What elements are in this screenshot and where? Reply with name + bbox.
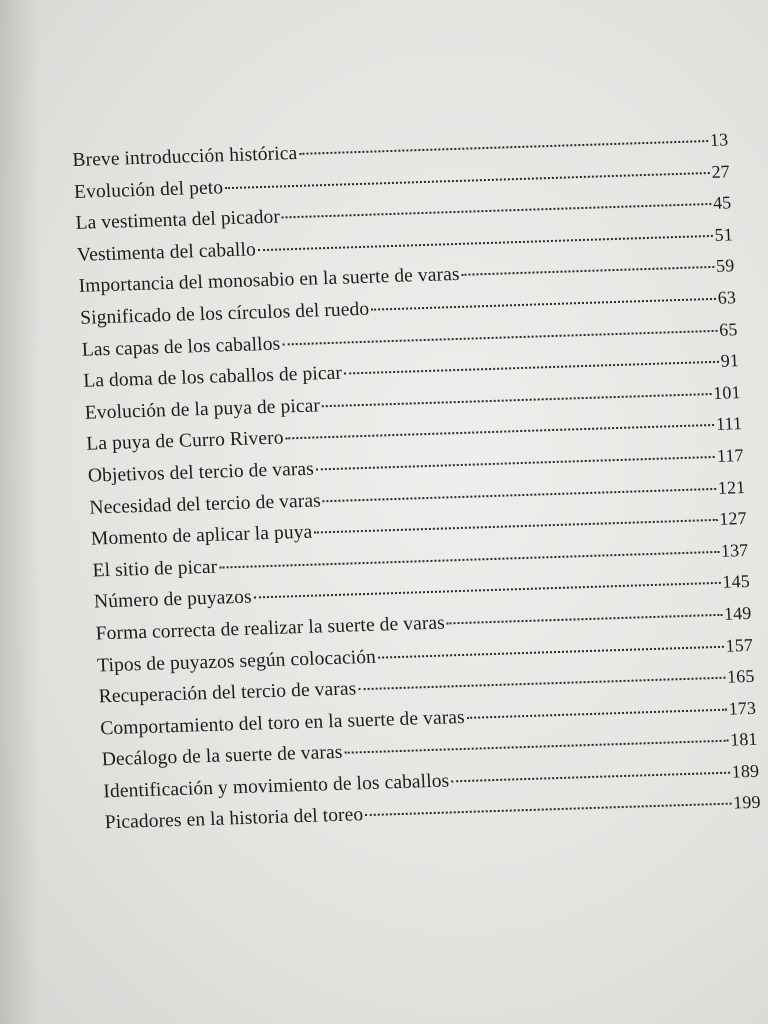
dot-leader bbox=[314, 519, 717, 534]
dot-leader bbox=[344, 361, 719, 375]
table-of-contents bbox=[72, 129, 762, 844]
toc-entry-title: Picadores en la historia del toreo bbox=[104, 804, 364, 834]
dot-leader bbox=[282, 203, 711, 218]
toc-entry-page: 63 bbox=[717, 287, 737, 308]
toc-entry-title: Vestimenta del caballo bbox=[76, 239, 257, 266]
toc-entry-title: Breve introducción histórica bbox=[72, 142, 298, 171]
toc-entry-page: 59 bbox=[715, 255, 735, 277]
toc-entry-page: 45 bbox=[712, 192, 732, 214]
toc-entry-page: 13 bbox=[709, 129, 729, 150]
dot-leader bbox=[258, 235, 713, 251]
toc-entry-page: 157 bbox=[725, 634, 754, 656]
dot-leader bbox=[344, 740, 728, 754]
dot-leader bbox=[447, 614, 722, 625]
dot-leader bbox=[323, 487, 716, 501]
dot-leader bbox=[225, 172, 710, 189]
toc-entry-title: La vestimenta del picador bbox=[75, 206, 281, 235]
toc-entry-title: Las capas de los caballos bbox=[81, 333, 281, 361]
toc-entry-title: Significado de los círculos del ruedo bbox=[79, 298, 370, 329]
toc-entry-page: 111 bbox=[715, 413, 743, 435]
toc-entry-page: 199 bbox=[732, 792, 762, 814]
toc-entry-title: Recuperación del tercio de varas bbox=[98, 678, 357, 708]
toc-entry-title: La puya de Curro Rivero bbox=[85, 427, 285, 456]
dot-leader bbox=[462, 266, 715, 276]
toc-entry-title: Decálogo de la suerte de varas bbox=[101, 742, 343, 771]
toc-entry-title: El sitio de picar bbox=[92, 556, 218, 582]
toc-entry-page: 117 bbox=[716, 445, 745, 466]
toc-entry-title: Necesidad del tercio de varas bbox=[88, 489, 322, 519]
toc-entry-title: Tipos de puyazos según colocación bbox=[96, 646, 377, 676]
toc-entry-title: Importancia del monosabio en la suerte de varas bbox=[78, 264, 461, 298]
dot-leader bbox=[378, 645, 724, 658]
dot-leader bbox=[451, 772, 730, 783]
dot-leader bbox=[286, 424, 715, 439]
toc-entry-page: 149 bbox=[723, 602, 752, 624]
dot-leader bbox=[371, 298, 716, 311]
dot-leader bbox=[358, 677, 725, 691]
toc-entry-title: Evolución de la puya de picar bbox=[84, 395, 321, 424]
dot-leader bbox=[254, 582, 721, 599]
toc-entry-page: 127 bbox=[718, 508, 748, 529]
toc-entry-title: Forma correcta de realizar la suerte de varas bbox=[95, 612, 446, 645]
dot-leader bbox=[219, 551, 719, 569]
toc-entry-page: 145 bbox=[721, 571, 751, 593]
toc-entry-page: 137 bbox=[720, 539, 749, 561]
toc-entry-page: 181 bbox=[729, 729, 758, 750]
dot-leader bbox=[365, 803, 731, 817]
toc-entry-title: Número de puyazos bbox=[93, 586, 253, 613]
dot-leader bbox=[282, 329, 717, 345]
toc-entry-title: Momento de aplicar la puya bbox=[90, 521, 313, 550]
toc-entry-page: 91 bbox=[720, 350, 740, 371]
toc-entry-title: Evolución del peto bbox=[73, 176, 224, 203]
toc-entry-page: 173 bbox=[728, 697, 757, 719]
dot-leader bbox=[316, 456, 715, 471]
toc-entry-title: Objetivos del tercio de varas bbox=[87, 458, 315, 487]
toc-entry-page: 101 bbox=[712, 381, 742, 403]
dot-leader bbox=[467, 708, 727, 718]
toc-entry-page: 165 bbox=[726, 665, 755, 687]
spine-shadow bbox=[0, 0, 40, 1024]
dot-leader bbox=[299, 140, 708, 155]
toc-entry-page: 51 bbox=[714, 224, 734, 245]
toc-entry-page: 65 bbox=[718, 318, 738, 340]
toc-entry-page: 27 bbox=[711, 160, 731, 182]
dot-leader bbox=[322, 393, 711, 407]
toc-entry-title: Comportamiento del toro en la suerte de varas bbox=[99, 706, 466, 740]
toc-entry-title: Identificación y movimiento de los caballos bbox=[102, 770, 450, 803]
toc-entry-title: La doma de los caballos de picar bbox=[82, 362, 343, 392]
toc-entry-page: 121 bbox=[717, 476, 746, 498]
toc-entry-page: 189 bbox=[731, 760, 760, 782]
